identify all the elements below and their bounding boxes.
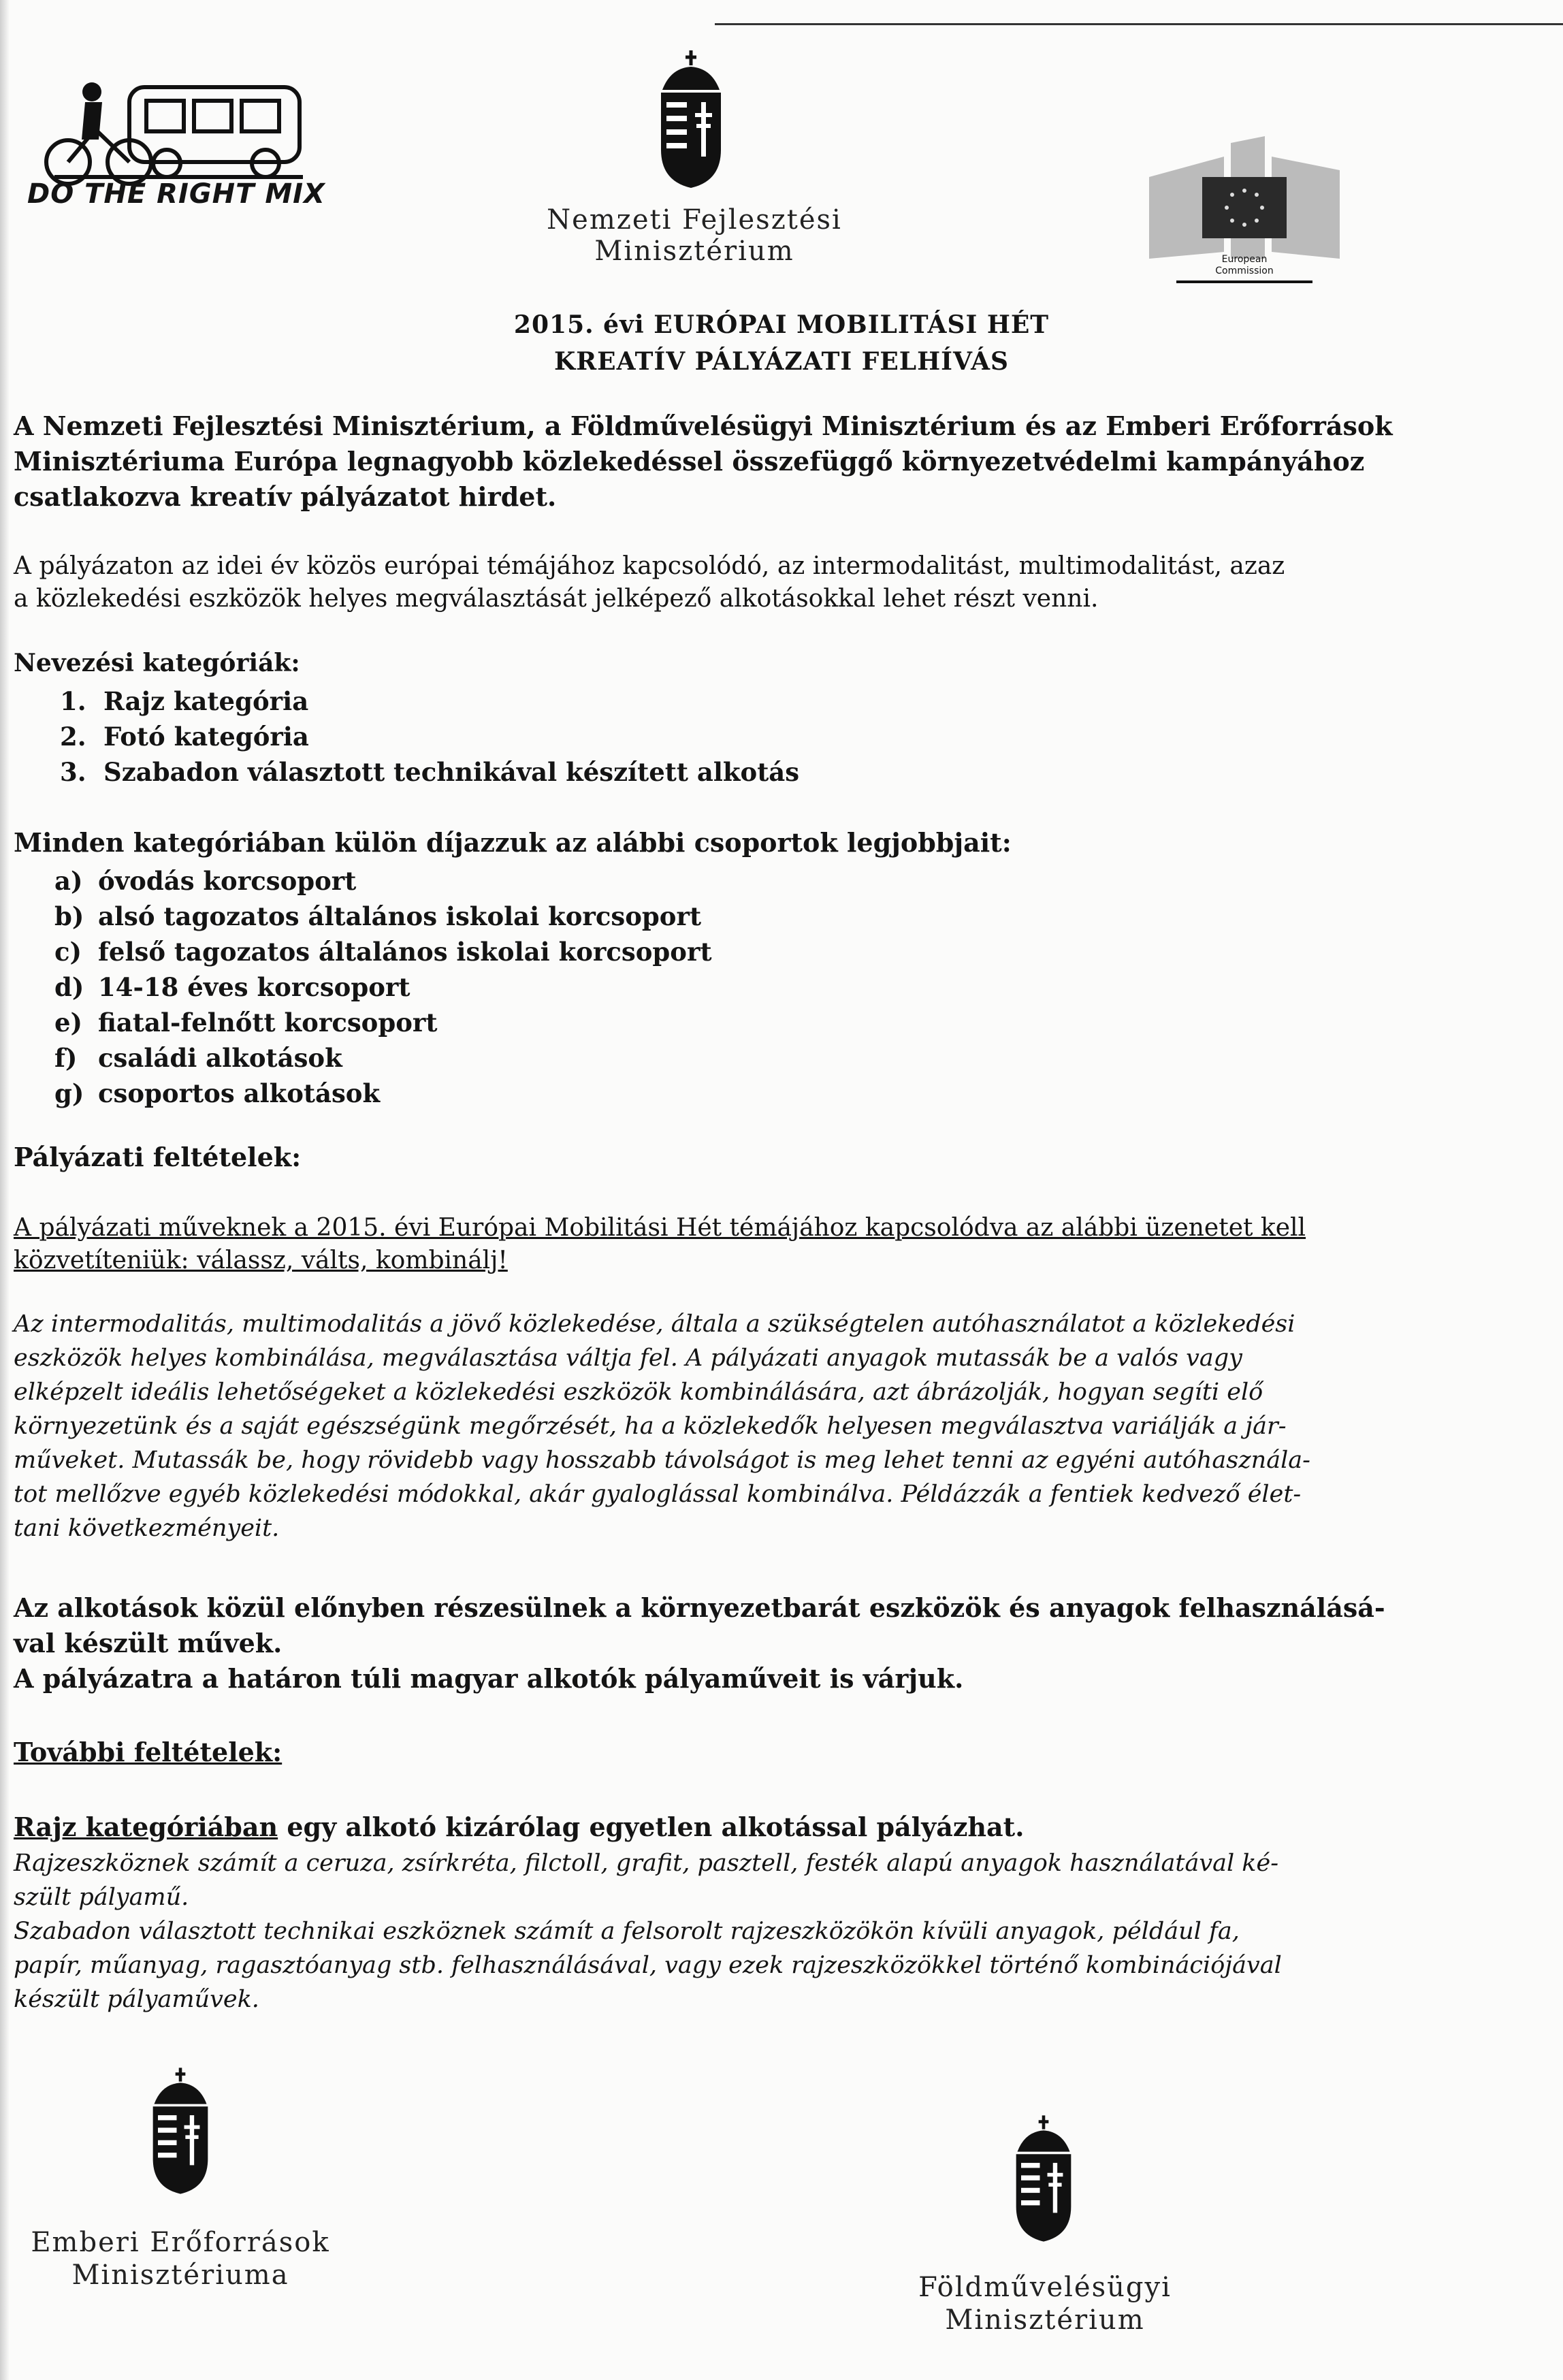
title-line2: KREATÍV PÁLYÁZATI FELHÍVÁS [553,347,1010,376]
bottom-left-line2: Minisztériuma [71,2260,289,2291]
theme-line-2: a közlekedési eszközök helyes megválasztását jelképező alkotásokkal lehet részt venni. [14,585,1099,613]
further-desc-line-5: készült pályaművek. [14,1986,259,2013]
categories-list [60,684,799,790]
hungarian-coat-of-arms-icon [1006,2110,1081,2247]
ec-label-line2: Commission [1215,266,1274,276]
bottom-left-line1: Emberi Erőforrások [31,2227,330,2258]
conditions-preferences [14,1590,1385,1696]
theme-paragraph [14,550,1375,615]
drawing-rule-underlined: Rajz kategóriában [14,1812,278,1842]
conditions-desc-line-4: környezetünk és a saját egészségünk megőrzését, ha a közlekedők helyesen megválasztva variálják a jár- [14,1413,1287,1440]
bottom-right-line1: Földművelésügyi [918,2272,1172,2303]
campaign-logo-text: DO THE RIGHT MIX [27,178,325,210]
conditions-heading: Pályázati feltételek: [14,1142,302,1172]
bottom-right-line2: Minisztérium [945,2304,1145,2336]
conditions-pref-line-2: val készült művek. [14,1628,283,1658]
conditions-pref-line-3: A pályázatra a határon túli magyar alkotók pályaműveit is várjuk. [14,1663,964,1694]
further-desc-line-1: Rajzeszköznek számít a ceruza, zsírkréta, filctoll, grafit, pasztell, festék alapú anyagok használatával ké- [14,1850,1279,1877]
conditions-pref-line-1: Az alkotások közül előnyben részesülnek a környezetbarát eszközök és anyagok felhasználásá- [14,1592,1385,1623]
list-item: b) alsó tagozatos általános iskolai korcsoport [54,901,702,931]
conditions-message-line-1: A pályázati műveknek a 2015. évi Európai Mobilitási Hét témájához kapcsolódva az alábbi üzenetet kell [14,1214,1306,1242]
list-item: d) 14-18 éves korcsoport [54,972,410,1002]
intro-line-1: A Nemzeti Fejlesztési Minisztérium, a Földművelésügyi Minisztérium és az Emberi Erőforrások [14,411,1393,441]
list-item: 3. Szabadon választott technikával készített alkotás [60,757,800,787]
list-item: a) óvodás korcsoport [54,866,357,896]
drawing-rule-rest: egy alkotó kizárólag egyetlen alkotással pályázhat. [278,1812,1025,1842]
conditions-desc-line-1: Az intermodalitás, multimodalitás a jövő közlekedése, általa a szükségtelen autóhasználatot a közlekedési [14,1310,1295,1338]
top-ministry-name [517,204,871,267]
further-desc-line-2: szült pályamű. [14,1884,189,1911]
conditions-message-line-2: közvetíteniük: válassz, válts, kombinálj! [14,1247,508,1274]
top-ministry-line1: Nemzeti Fejlesztési [547,204,842,236]
groups-heading: Minden kategóriában külön díjazzuk az alábbi csoportok legjobbjait: [14,827,1012,858]
list-item: 1. Rajz kategória [60,686,309,716]
further-desc-line-4: papír, műanyag, ragasztóanyag stb. felhasználásával, vagy ezek rajzeszközökkel történő kombinációjával [14,1952,1282,1979]
conditions-desc-line-2: eszközök helyes kombinálása, megválasztása váltja fel. A pályázati anyagok mutassák be a valós vagy [14,1345,1242,1372]
hungarian-coat-of-arms-icon [143,2063,218,2199]
theme-line-1: A pályázaton az idei év közös európai témájához kapcsolódó, az intermodalitást, multimodalitást, azaz [14,552,1285,580]
list-item: 2. Fotó kategória [60,722,309,752]
list-item: c) felső tagozatos általános iskolai korcsoport [54,937,712,967]
ec-label-line1: European [1221,254,1268,265]
conditions-desc-line-7: tani következményeit. [14,1515,280,1542]
categories-heading: Nevezési kategóriák: [14,649,300,677]
conditions-desc-line-3: elképzelt ideális lehetőségeket a közlekedési eszközök kombinálására, azt ábrázolják, hogyan segíti elő [14,1379,1263,1406]
scan-top-rule [715,23,1563,25]
groups-list [54,863,712,1111]
conditions-desc-line-6: tot mellőzve egyéb közlekedési módokkal, akár gyaloglással kombinálva. Példázzák a fentiek kedvező élet- [14,1481,1302,1508]
intro-line-3: csatlakozva kreatív pályázatot hirdet. [14,481,557,512]
conditions-desc-line-5: műveket. Mutassák be, hogy rövidebb vagy hosszabb távolságot is meg lehet tenni az egyéni autóhasznála- [14,1447,1310,1474]
conditions-description [14,1307,1375,1545]
list-item: g) csoportos alkotások [54,1078,381,1108]
top-ministry-line2: Minisztérium [594,236,794,267]
further-description [14,1846,1375,2016]
conditions-message [14,1212,1375,1277]
title-line1: 2015. évi EURÓPAI MOBILITÁSI HÉT [513,310,1050,339]
bottom-left-ministry-name [0,2226,361,2291]
intro-paragraph [14,408,1393,515]
further-desc-line-3: Szabadon választott technikai eszköznek számít a felsorolt rajzeszközökön kívüli anyagok, például fa, [14,1918,1240,1945]
drawing-rule [14,1811,1375,1844]
further-heading: További feltételek: [14,1737,283,1767]
intro-line-2: Minisztériuma Európa legnagyobb közlekedéssel összefüggő környezetvédelmi kampányához [14,446,1365,477]
hungarian-coat-of-arms-icon [650,48,732,191]
list-item: f) családi alkotások [54,1043,342,1073]
list-item: e) fiatal-felnőtt korcsoport [54,1008,438,1038]
bottom-right-ministry-name [865,2271,1225,2336]
european-commission-logo [1135,129,1353,293]
